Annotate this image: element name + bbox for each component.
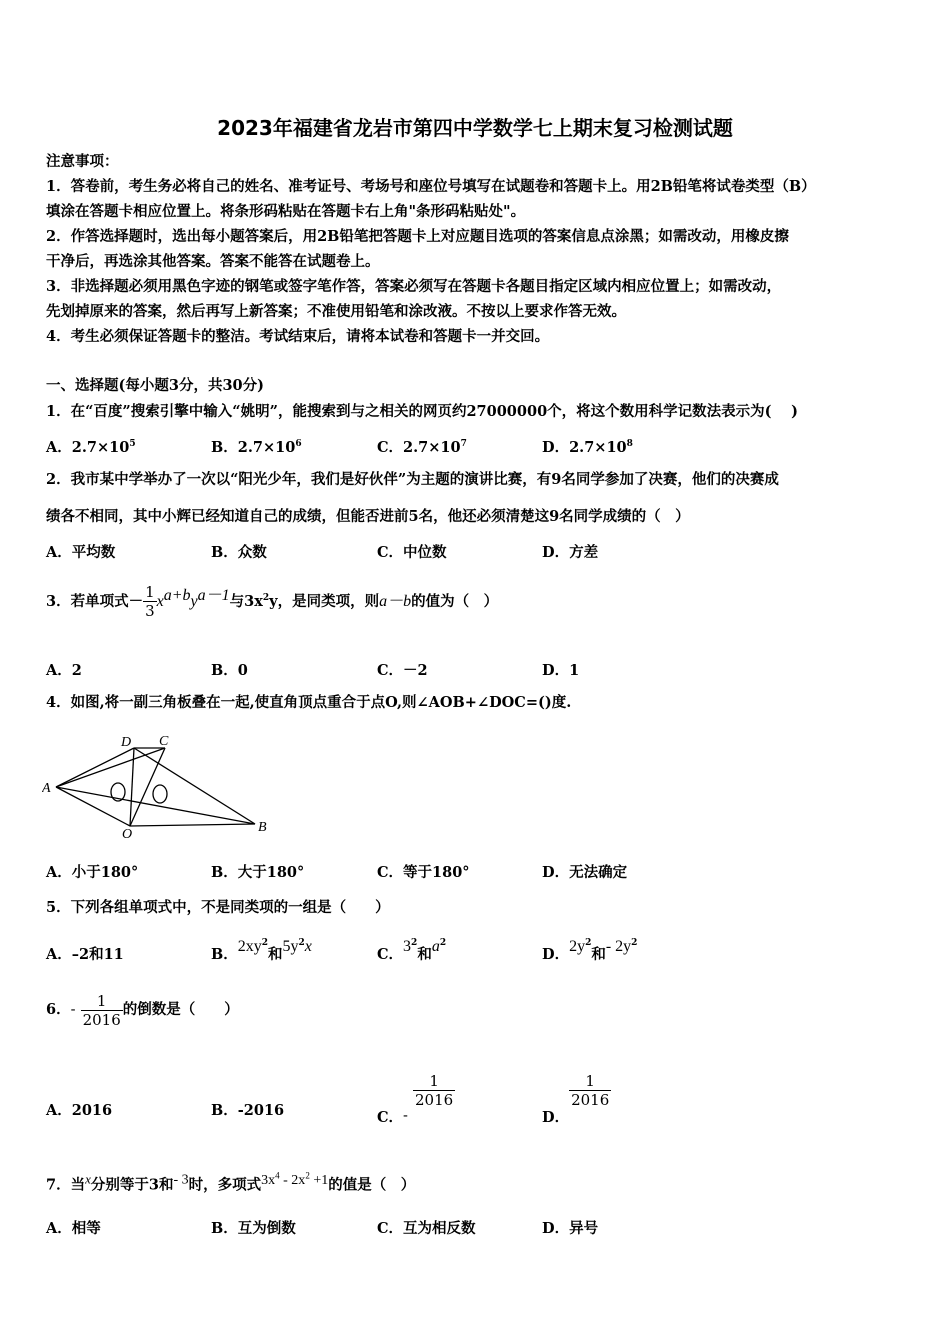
angle-mark-right — [153, 785, 167, 803]
q4-option-a[interactable]: A．小于180° — [46, 864, 139, 881]
q6-d-fraction: $\frac{1}{2016}$ — [571, 1072, 610, 1109]
q5-option-d[interactable]: D．$2y^2$和- $2y^2$ — [542, 938, 638, 963]
q6-option-b[interactable]: B．-2016 — [211, 1102, 285, 1119]
q5-options — [46, 935, 908, 965]
q5-stem: 5．下列各组单项式中，不是同类项的一组是（ ） — [46, 899, 390, 916]
notice-line: 填涂在答题卡相应位置上。将条形码粘贴在答题卡右上角"条形码粘贴处"。 — [46, 203, 526, 220]
notice-line: 2．作答选择题时，选出每小题答案后，用2B铅笔把答题卡上对应题目选项的答案信息点涂黑；如需改动，用橡皮擦 — [46, 228, 789, 245]
q7-option-a[interactable]: A．相等 — [46, 1220, 101, 1237]
segment-co — [130, 748, 165, 826]
q6-option-a[interactable]: A．2016 — [46, 1102, 113, 1119]
q2-options — [46, 541, 908, 563]
q6-stem: 6．- $\frac{1}{2016}$ 的倒数是（ ） — [46, 991, 239, 1029]
section-heading: 一、选择题(每小题3分，共30分) — [46, 377, 264, 394]
q6-option-d[interactable]: D． $\frac{1}{2016}$ — [542, 1072, 610, 1126]
q3-option-d[interactable]: D．1 — [542, 662, 580, 679]
q4-option-b[interactable]: B．大于180° — [211, 864, 305, 881]
q3-option-b[interactable]: B．0 — [211, 662, 248, 679]
q6-fraction: $\frac{1}{2016}$ — [82, 991, 121, 1029]
label-b: B — [258, 820, 267, 835]
notice-line: 4．考生必须保证答题卡的整洁。考试结束后，请将本试卷和答题卡一并交回。 — [46, 328, 550, 345]
notice-heading: 注意事项： — [46, 153, 119, 170]
label-d: D — [121, 735, 132, 750]
q3-option-a[interactable]: A．2 — [46, 662, 82, 679]
label-a: A — [42, 781, 51, 796]
q7-options — [46, 1217, 908, 1239]
q3-options — [46, 659, 908, 681]
q3-fraction: $\frac{1}{3}$ — [145, 583, 155, 621]
q4-stem: 4．如图,将一副三角板叠在一起,使直角顶点重合于点O,则∠AOB+∠DOC=()度. — [46, 694, 572, 711]
q7-option-b[interactable]: B．互为倒数 — [211, 1220, 296, 1237]
q7-option-d[interactable]: D．异号 — [542, 1220, 599, 1237]
q6-options — [46, 1072, 908, 1126]
q2-option-c[interactable]: C．中位数 — [377, 544, 447, 561]
q6-option-c[interactable]: C．- $\frac{1}{2016}$ — [377, 1072, 454, 1126]
triangle-diagram — [42, 730, 282, 840]
notice-line: 先划掉原来的答案，然后再写上新答案；不准使用铅笔和涂改液。不按以上要求作答无效。 — [46, 303, 626, 320]
q1-option-a[interactable]: A．$2.7\times 10^5$ — [46, 439, 136, 456]
q1-option-d[interactable]: D．$2.7\times 10^8$ — [542, 439, 633, 456]
q7-stem: 7．当$^x$分别等于3和$^{- 3}$时，多项式$^{3x^4 - 2x^2 +1}$的值是（ ） — [46, 1170, 416, 1194]
page-title: 2023年福建省龙岩市第四中学数学七上期末复习检测试题 — [217, 116, 733, 140]
notice-line: 1．答卷前，考生务必将自己的姓名、准考证号、考场号和座位号填写在试题卷和答题卡上。用2B铅笔将试卷类型（B） — [46, 178, 816, 195]
q5-option-a[interactable]: A．–2和11 — [46, 946, 124, 963]
label-o: O — [122, 827, 133, 840]
q1-option-b[interactable]: B．$2.7\times 10^6$ — [211, 439, 302, 456]
triangle-aob — [56, 787, 255, 826]
q7-option-c[interactable]: C．互为相反数 — [377, 1220, 476, 1237]
q1-option-c[interactable]: C．$2.7\times 10^7$ — [377, 439, 467, 456]
q3-option-c[interactable]: C．－2 — [377, 662, 428, 679]
q4-options — [46, 861, 908, 883]
q2-stem: 绩各不相同，其中小辉已经知道自己的成绩，但能否进前5名，他还必须清楚这9名同学成绩的（ ） — [46, 508, 690, 525]
segment-ac — [56, 748, 165, 787]
segment-ad — [56, 748, 134, 787]
q5-option-c[interactable]: C．$3^2$和$a^2$ — [377, 938, 447, 963]
q2-option-d[interactable]: D．方差 — [542, 544, 599, 561]
q1-stem: 1．在“百度”搜索引擎中输入“姚明”，能搜索到与之相关的网页约27000000个，将这个数用科学记数法表示为( ) — [46, 403, 798, 420]
label-c: C — [159, 734, 169, 749]
q2-stem: 2．我市某中学举办了一次以“阳光少年，我们是好伙伴”为主题的演讲比赛，有9名同学参加了决赛，他们的决赛成 — [46, 471, 779, 488]
notice-line: 3．非选择题必须用黑色字迹的钢笔或签字笔作答，答案必须写在答题卡各题目指定区域内相应位置上；如需改动， — [46, 278, 782, 295]
q2-option-b[interactable]: B．众数 — [211, 544, 267, 561]
q4-option-d[interactable]: D．无法确定 — [542, 864, 628, 881]
q2-option-a[interactable]: A．平均数 — [46, 544, 116, 561]
q5-option-b[interactable]: B．$2xy^2$和$5y^2x$ — [211, 938, 312, 963]
notice-line: 干净后，再选涂其他答案。答案不能答在试题卷上。 — [46, 253, 380, 270]
q3-stem: 3．若单项式－ $\frac{1}{3}$ $x^{a+b}y^{a-1}$与$3x^2y$，是同类项，则a－b的值为（ ） — [46, 583, 499, 621]
q4-option-c[interactable]: C．等于180° — [377, 864, 470, 881]
q1-options — [46, 436, 908, 458]
q6-c-fraction: $\frac{1}{2016}$ — [415, 1072, 454, 1109]
